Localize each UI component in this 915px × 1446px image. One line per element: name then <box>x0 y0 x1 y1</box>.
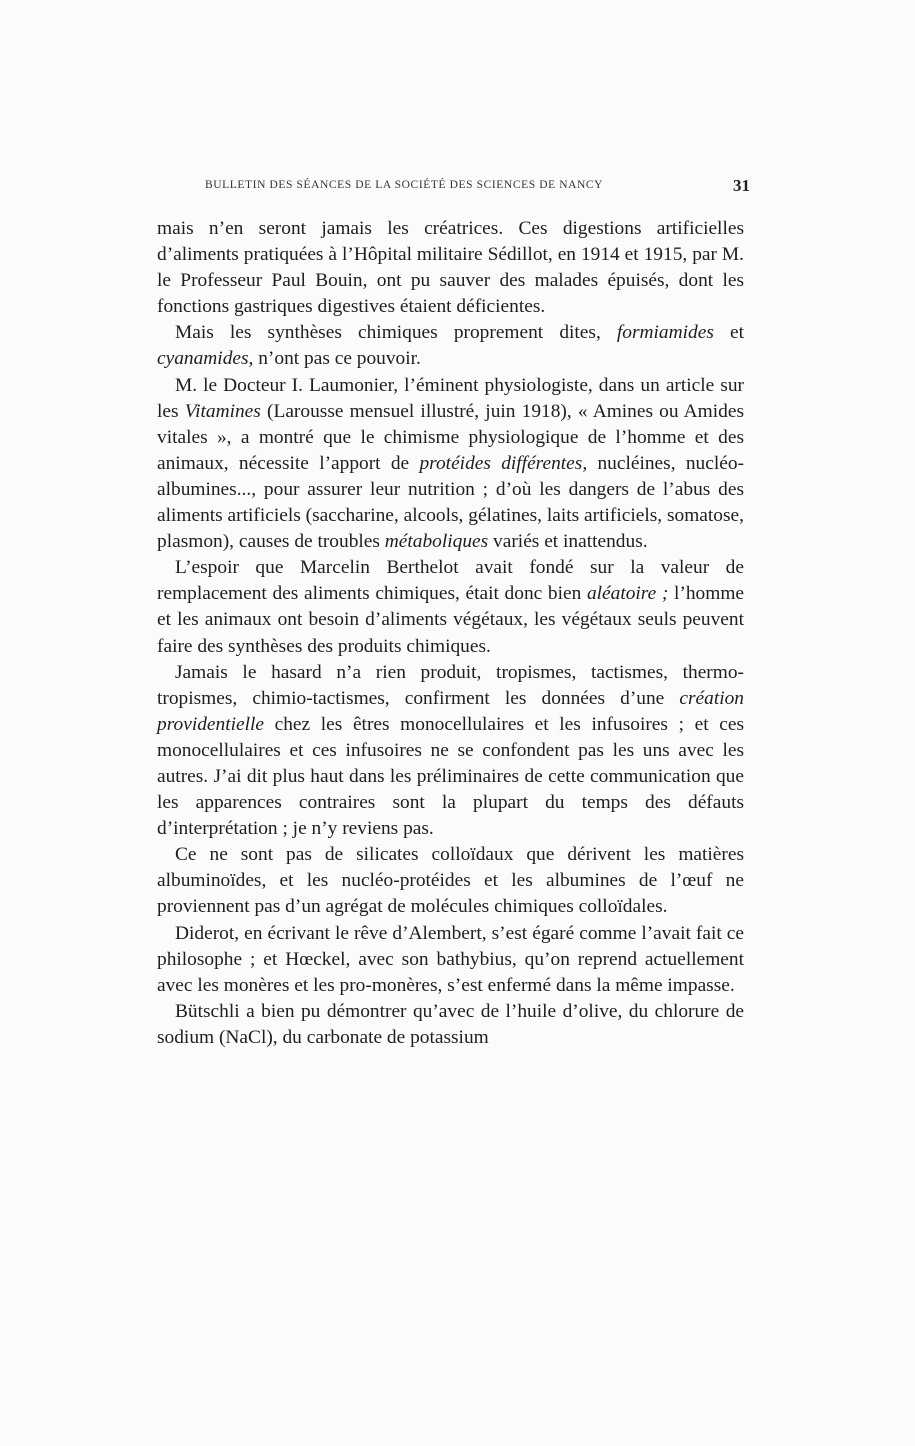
text-run: chez les êtres monocellulaires et les infusoires ; et ces monocellulaires et ces infusoires ne se confondent pas les uns avec les autres. J’ai dit plus haut dans les préliminaires de cette communication que les apparences contraires sont la plupart du temps des défauts d’interprétation ; je n’y reviens pas. <box>157 713 744 840</box>
paragraph <box>157 216 744 320</box>
paragraph <box>157 999 744 1051</box>
running-head: BULLETIN DES SÉANCES DE LA SOCIÉTÉ DES SCIENCES DE NANCY <box>205 179 604 191</box>
page-number: 31 <box>733 176 750 195</box>
paragraph <box>157 660 744 843</box>
text-run: L’espoir que Marcelin Berthelot avait fondé sur la valeur de remplacement des aliments chimiques, était donc bien <box>157 557 744 605</box>
italic-term: création providentielle <box>157 687 744 735</box>
text-run: Mais les synthèses chimiques proprement dites, <box>175 322 617 344</box>
paragraph <box>157 320 744 372</box>
italic-term: protéides différentes, <box>419 452 588 474</box>
italic-term: Vitamines <box>184 400 261 422</box>
text-run: Ce ne sont pas de silicates colloïdaux que dérivent les matières albuminoïdes, et les nucléo-protéides et les albumines de l’œuf ne proviennent pas d’un agrégat de molécules chimiques colloïdales. <box>157 844 744 918</box>
text-run: M. le Docteur I. Laumonier, l’éminent physiologiste, dans un article sur les <box>157 374 744 422</box>
paragraph <box>157 921 744 999</box>
text-run: l’homme et les animaux ont besoin d’aliments végétaux, les végétaux seuls peuvent faire des synthèses des produits chimiques. <box>157 583 745 657</box>
text-run: et <box>713 322 744 344</box>
body-text <box>157 216 744 1051</box>
text-run: n’ont pas ce pouvoir. <box>253 348 421 370</box>
italic-term: cyanamides, <box>157 348 254 370</box>
paragraph <box>157 555 744 659</box>
text-run: Jamais le hasard n’a rien produit, tropismes, tactismes, thermo-tropismes, chimio-tactismes, confirment les données d’une <box>157 661 744 709</box>
text-run: nucléines, nucléo-albumines..., pour assurer leur nutrition ; d’où les dangers de l’abus des aliments artificiels (saccharine, alcools, gélatines, laits artificiels, somatose, plasmon), causes de troubles <box>157 452 744 553</box>
text-run: Diderot, en écrivant le rêve d’Alembert, s’est égaré comme l’avait fait ce philosophe ; et Hœckel, avec son bathybius, qu’on reprend actuellement avec les monères et les pro-monères, s’est enfermé dans la même impasse. <box>157 922 744 996</box>
paragraph <box>157 373 744 556</box>
text-run: mais n’en seront jamais les créatrices. Ces digestions artificielles d’aliments pratiquées à l’Hôpital militaire Sédillot, en 1914 et 1915, par M. le Professeur Paul Bouin, ont pu sauver des malades épuisés, dont les fonctions gastriques digestives étaient déficientes. <box>157 218 744 318</box>
paragraph <box>157 842 744 920</box>
italic-term: métaboliques <box>384 531 489 553</box>
italic-term: formiamides <box>616 322 714 344</box>
text-run: variés et inattendus. <box>488 531 648 553</box>
text-run: (Larousse mensuel illustré, juin 1918), « Amines ou Amides vitales », a montré que le chimisme physiologique de l’homme et des animaux, nécessite l’apport de <box>157 400 744 474</box>
page-header <box>205 176 750 198</box>
text-run: Bütschli a bien pu démontrer qu’avec de l’huile d’olive, du chlorure de sodium (NaCl), du carbonate de potassium <box>157 1000 744 1048</box>
italic-term: aléatoire ; <box>586 583 669 605</box>
